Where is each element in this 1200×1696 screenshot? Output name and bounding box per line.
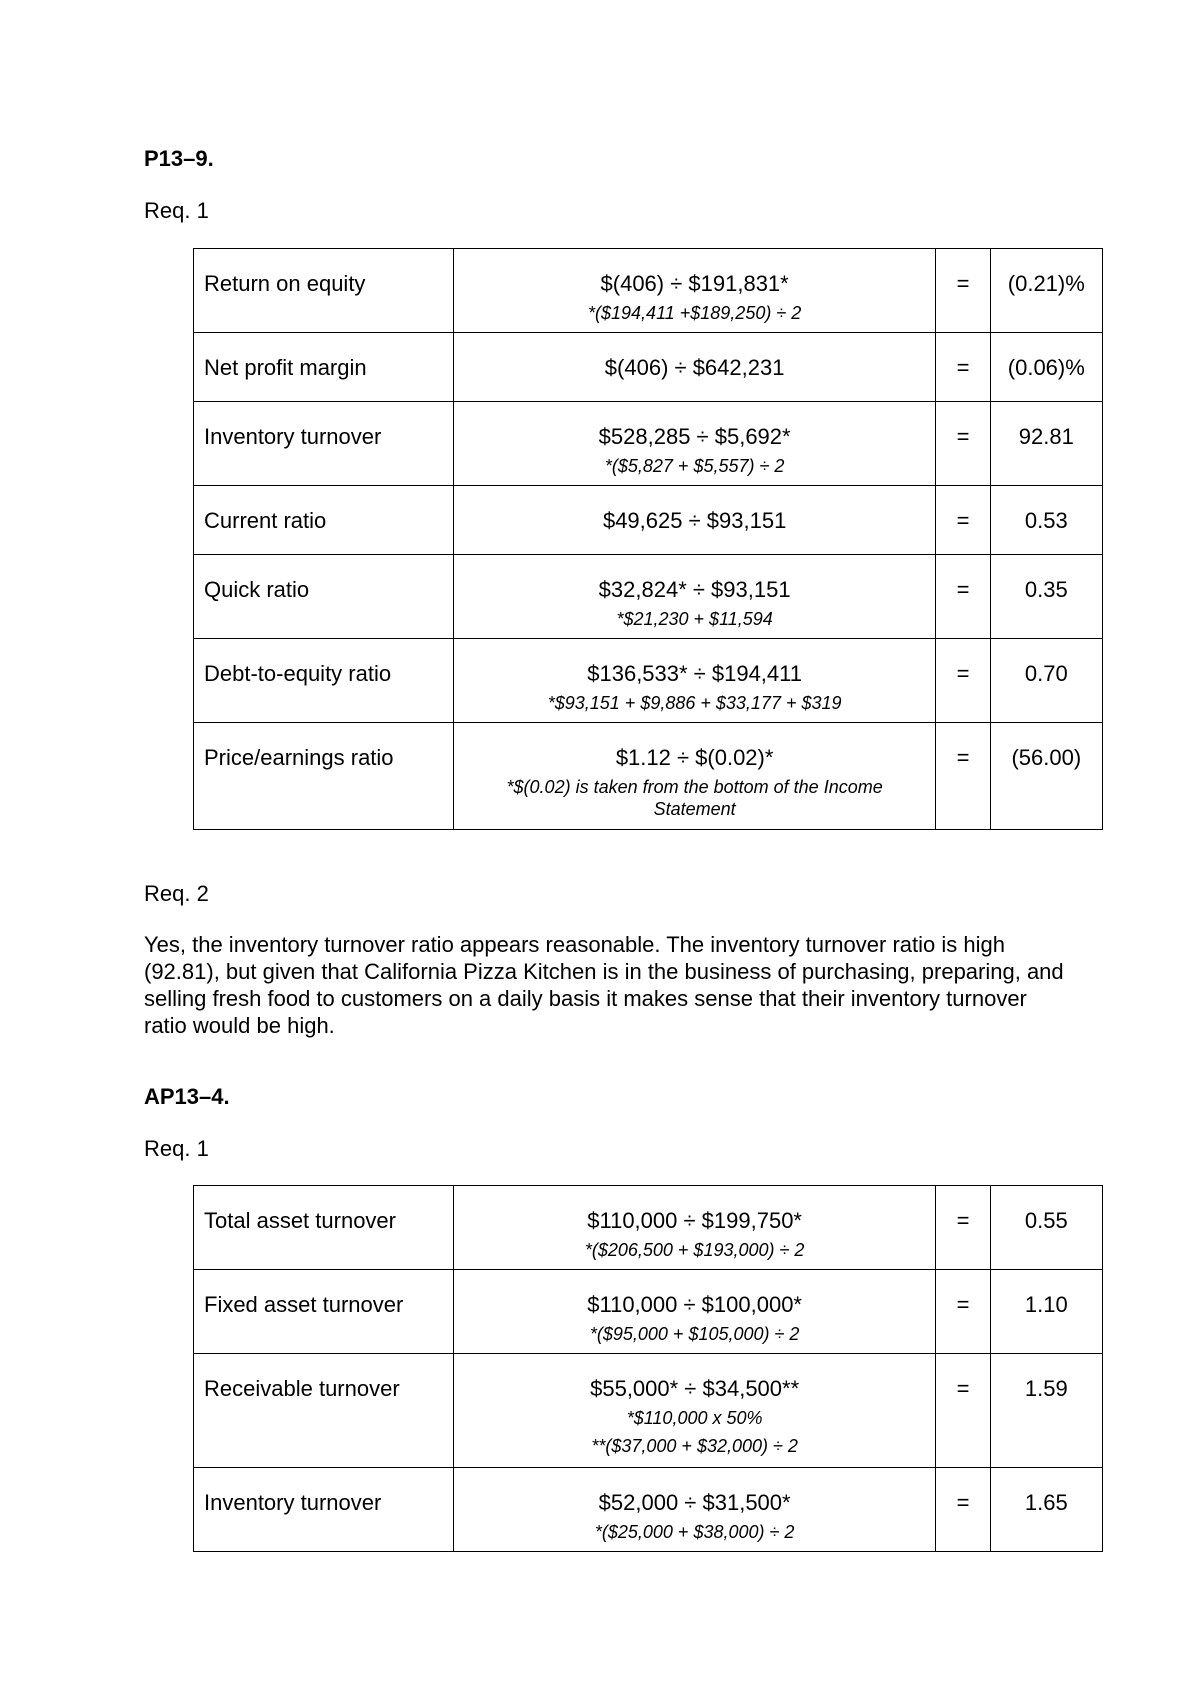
- ratio-row: [194, 1186, 1103, 1270]
- ratio-formula: $136,533* ÷ $194,411: [587, 661, 802, 686]
- ratio-result: 92.81: [990, 402, 1102, 486]
- ratio-row: [194, 1468, 1103, 1552]
- ratio-name: Quick ratio: [194, 555, 454, 639]
- ratio-formula: $52,000 ÷ $31,500*: [598, 1490, 791, 1515]
- ratio-row: [194, 639, 1103, 723]
- ratio-formula-cell: [453, 249, 936, 333]
- ratio-formula: $1.12 ÷ $(0.02)*: [615, 745, 774, 770]
- equals-sign: =: [936, 555, 990, 639]
- ratio-result: 0.55: [990, 1186, 1102, 1270]
- ratio-result: (0.21)%: [990, 249, 1102, 333]
- ratio-table-p13-9: [193, 248, 1103, 830]
- ratio-formula: $(406) ÷ $642,231: [604, 355, 785, 380]
- equals-sign: =: [936, 486, 990, 555]
- ratio-formula-cell: [453, 639, 936, 723]
- equals-sign: =: [936, 1354, 990, 1468]
- ratio-row: [194, 1270, 1103, 1354]
- ratio-result: (0.06)%: [990, 333, 1102, 402]
- ratio-footnote: *$21,230 + $11,594: [616, 609, 773, 629]
- ratio-formula-cell: [453, 333, 936, 402]
- ratio-name: Current ratio: [194, 486, 454, 555]
- ratio-formula-cell: [453, 555, 936, 639]
- ratio-formula: $32,824* ÷ $93,151: [598, 577, 791, 602]
- equals-sign: =: [936, 402, 990, 486]
- ratio-formula-cell: [453, 402, 936, 486]
- section-heading-ap13-4: AP13–4.: [144, 1084, 230, 1109]
- ratio-formula-cell: [453, 1186, 936, 1270]
- ratio-row: [194, 333, 1103, 402]
- ratio-footnote: **($37,000 + $32,000) ÷ 2: [591, 1436, 798, 1456]
- ratio-name: Receivable turnover: [194, 1354, 454, 1468]
- ratio-result: 0.53: [990, 486, 1102, 555]
- ratio-row: [194, 723, 1103, 830]
- ratio-footnote: *($25,000 + $38,000) ÷ 2: [594, 1522, 795, 1542]
- equals-sign: =: [936, 1468, 990, 1552]
- ratio-formula: $49,625 ÷ $93,151: [602, 508, 787, 533]
- ratio-formula: $55,000* ÷ $34,500**: [590, 1376, 800, 1401]
- ratio-result: 0.35: [990, 555, 1102, 639]
- equals-sign: =: [936, 1186, 990, 1270]
- ratio-row: [194, 486, 1103, 555]
- req-2-answer: Yes, the inventory turnover ratio appears reasonable. The inventory turnover ratio is high (92.81), but given that California Pizza Kitchen is in the business of purchasing, preparing, and selling fresh food to customers on a daily basis it makes sense that their inventory turnover ratio would be high.: [144, 932, 1064, 1038]
- ratio-formula-cell: [453, 1270, 936, 1354]
- ratio-formula-cell: [453, 1354, 936, 1468]
- ratio-table-ap13-4: [193, 1185, 1103, 1552]
- ratio-result: 0.70: [990, 639, 1102, 723]
- ratio-result: 1.59: [990, 1354, 1102, 1468]
- ratio-formula-cell: [453, 1468, 936, 1552]
- ratio-footnote: *$93,151 + $9,886 + $33,177 + $319: [547, 693, 842, 713]
- ratio-row: [194, 402, 1103, 486]
- ratio-formula: $110,000 ÷ $100,000*: [587, 1292, 802, 1317]
- ratio-formula: $528,285 ÷ $5,692*: [598, 424, 791, 449]
- equals-sign: =: [936, 639, 990, 723]
- ratio-footnote: *($5,827 + $5,557) ÷ 2: [604, 456, 785, 476]
- ratio-name: Inventory turnover: [194, 1468, 454, 1552]
- ratio-footnote: *$110,000 x 50%: [626, 1408, 763, 1428]
- ratio-footnote: *($95,000 + $105,000) ÷ 2: [589, 1324, 800, 1344]
- section-heading-p13-9: P13–9.: [144, 146, 214, 171]
- ratio-formula-cell: [453, 486, 936, 555]
- equals-sign: =: [936, 723, 990, 830]
- ratio-row: [194, 249, 1103, 333]
- req-1-label: Req. 1: [144, 198, 209, 223]
- ratio-name: Return on equity: [194, 249, 454, 333]
- req-1-label: Req. 1: [144, 1136, 209, 1161]
- ratio-footnote: *($206,500 + $193,000) ÷ 2: [584, 1240, 805, 1260]
- equals-sign: =: [936, 333, 990, 402]
- ratio-formula: $(406) ÷ $191,831*: [600, 271, 789, 296]
- ratio-result: (56.00): [990, 723, 1102, 830]
- equals-sign: =: [936, 1270, 990, 1354]
- ratio-name: Price/earnings ratio: [194, 723, 454, 830]
- ratio-name: Inventory turnover: [194, 402, 454, 486]
- ratio-name: Fixed asset turnover: [194, 1270, 454, 1354]
- equals-sign: =: [936, 249, 990, 333]
- ratio-row: [194, 555, 1103, 639]
- ratio-formula: $110,000 ÷ $199,750*: [587, 1208, 802, 1233]
- req-2-label: Req. 2: [144, 881, 209, 906]
- ratio-row: [194, 1354, 1103, 1468]
- ratio-footnote: *($194,411 +$189,250) ÷ 2: [588, 303, 802, 323]
- ratio-name: Net profit margin: [194, 333, 454, 402]
- ratio-name: Total asset turnover: [194, 1186, 454, 1270]
- ratio-result: 1.65: [990, 1468, 1102, 1552]
- ratio-result: 1.10: [990, 1270, 1102, 1354]
- ratio-footnote: *$(0.02) is taken from the bottom of the Income Statement: [506, 777, 883, 819]
- ratio-formula-cell: [453, 723, 936, 830]
- ratio-name: Debt-to-equity ratio: [194, 639, 454, 723]
